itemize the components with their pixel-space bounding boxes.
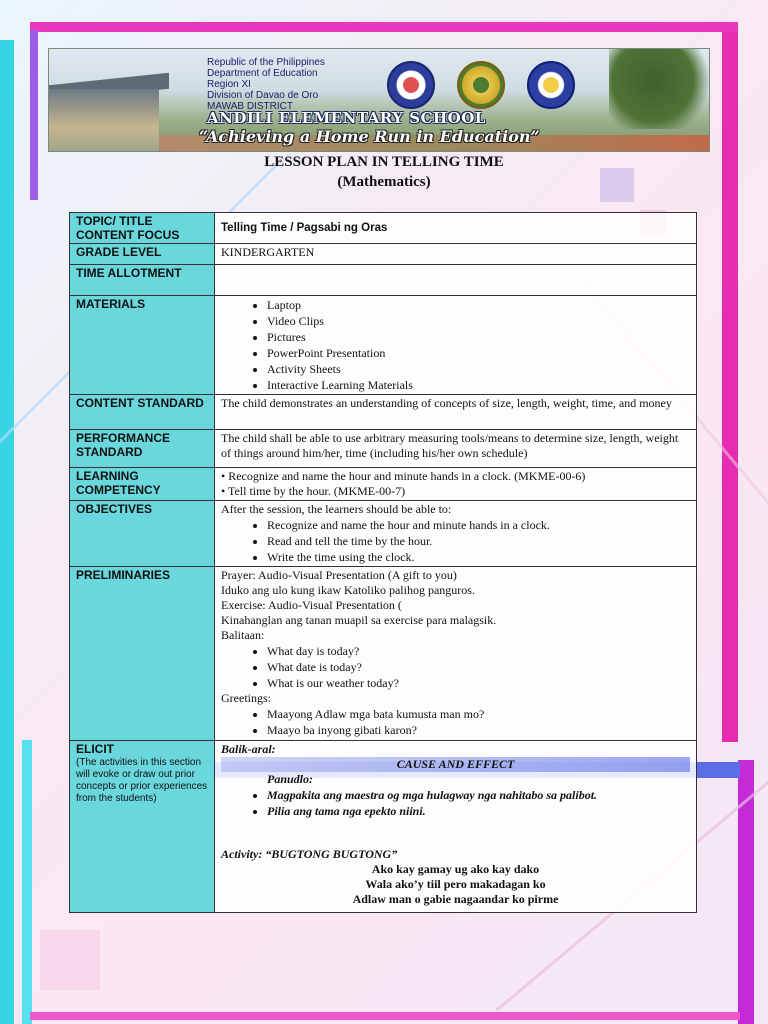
decorative-stripe — [722, 22, 738, 742]
row-label: TOPIC/ TITLE CONTENT FOCUS — [70, 213, 215, 244]
row-label: TIME ALLOTMENT — [70, 265, 215, 296]
school-motto: “Achieving a Home Run in Education” — [199, 127, 540, 146]
list-item: • Laptop — [267, 297, 690, 313]
prayer-line: Prayer: Audio-Visual Presentation (A gift to you) — [221, 568, 457, 582]
table-row — [70, 501, 697, 567]
row-value — [215, 741, 697, 913]
document-title: LESSON PLAN IN TELLING TIME — [264, 154, 504, 170]
agency-line: Republic of the Philippines — [207, 57, 325, 68]
list-item: • Magpakita ang maestra og mga hulagway nga nahitabo sa palibot. — [267, 787, 690, 803]
list-item: • What date is today? — [267, 659, 690, 675]
row-value: KINDERGARTEN — [215, 244, 697, 265]
balitaan-list — [221, 643, 690, 691]
agency-line: Division of Davao de Oro — [207, 90, 319, 101]
province-seal-icon — [457, 61, 505, 109]
school-seal-icon — [527, 61, 575, 109]
row-label: MATERIALS — [70, 296, 215, 395]
row-value: The child shall be able to use arbitrary measuring tools/means to determine size, length, weight of things around him/her, time (including his/her own schedule) — [215, 430, 697, 468]
table-row — [70, 296, 697, 395]
list-item: • Interactive Learning Materials — [267, 377, 690, 393]
table-row — [70, 265, 697, 296]
table-row — [70, 567, 697, 741]
riddle-line: Adlaw man o gabie nagaandar ko pirme — [352, 892, 559, 906]
school-header-banner — [48, 48, 710, 152]
agency-line: MAWAB DISTRICT — [207, 101, 293, 112]
panudlo-list — [221, 787, 690, 819]
agency-lines — [207, 57, 325, 112]
decorative-stripe — [30, 22, 738, 32]
balik-aral-heading: Balik-aral: — [221, 742, 276, 756]
agency-line: Department of Education — [207, 68, 318, 79]
row-value — [215, 265, 697, 296]
list-item: • Pictures — [267, 329, 690, 345]
objectives-intro: After the session, the learners should be able to: — [221, 502, 452, 516]
exercise-line: Exercise: Audio-Visual Presentation ( — [221, 598, 402, 612]
list-item: • Recognize and name the hour and minute hands in a clock. — [267, 517, 690, 533]
table-row — [70, 741, 697, 913]
panudlo-heading: Panudlo: — [267, 772, 314, 786]
row-label: LEARNING COMPETENCY — [70, 468, 215, 501]
exercise-note: Kinahanglan ang tanan muapil sa exercise para malagsik. — [221, 613, 497, 627]
list-item: • Pilia ang tama nga epekto niini. — [267, 803, 690, 819]
table-row — [70, 244, 697, 265]
school-name: ANDILI ELEMENTARY SCHOOL — [207, 109, 486, 127]
list-item: • Write the time using the clock. — [267, 549, 690, 565]
riddle-line: Ako kay gamay ug ako kay dako — [371, 862, 540, 876]
lesson-plan-table — [69, 212, 697, 913]
riddle-line: Wala ako’y tiil pero makadagan ko — [365, 877, 546, 891]
row-value: The child demonstrates an understanding of concepts of size, length, weight, time, and money — [215, 395, 697, 430]
table-row — [70, 468, 697, 501]
objectives-list — [221, 517, 690, 565]
decorative-stripe — [22, 740, 32, 1024]
row-label: GRADE LEVEL — [70, 244, 215, 265]
trees-photo — [609, 49, 710, 129]
list-item: • Read and tell the time by the hour. — [267, 533, 690, 549]
document-subtitle: (Mathematics) — [337, 174, 431, 190]
row-label: PRELIMINARIES — [70, 567, 215, 741]
row-value: Telling Time / Pagsabi ng Oras — [215, 213, 697, 244]
list-item: • Maayong Adlaw mga bata kumusta man mo? — [267, 706, 690, 722]
table-row — [70, 395, 697, 430]
decorative-square — [40, 930, 100, 990]
greetings-heading: Greetings: — [221, 691, 271, 705]
list-item: • What is our weather today? — [267, 675, 690, 691]
list-item: • PowerPoint Presentation — [267, 345, 690, 361]
row-value — [215, 296, 697, 395]
list-item: • What day is today? — [267, 643, 690, 659]
prayer-note: Iduko ang ulo kung ikaw Katoliko palihog panguros. — [221, 583, 475, 597]
row-value — [215, 501, 697, 567]
list-item: • Activity Sheets — [267, 361, 690, 377]
activity-heading: Activity: “BUGTONG BUGTONG” — [221, 847, 398, 861]
cause-effect-heading: CAUSE AND EFFECT — [221, 757, 690, 772]
decorative-stripe — [30, 1012, 740, 1020]
balitaan-heading: Balitaan: — [221, 628, 265, 642]
row-value — [215, 567, 697, 741]
list-item: • Maayo ba inyong gibati karon? — [267, 722, 690, 738]
deped-seal-icon — [387, 61, 435, 109]
elicit-label: ELICIT — [76, 742, 114, 756]
competency-line: • Tell time by the hour. (MKME-00-7) — [221, 484, 406, 498]
row-label: CONTENT STANDARD — [70, 395, 215, 430]
table-row — [70, 213, 697, 244]
elicit-description: (The activities in this section will evoke or draw out prior concepts or prior experiences from the students) — [76, 757, 208, 804]
row-value — [215, 468, 697, 501]
greetings-list — [221, 706, 690, 738]
materials-list — [221, 297, 690, 393]
school-building-photo — [49, 89, 159, 152]
row-label: PERFORMANCE STANDARD — [70, 430, 215, 468]
list-item: • Video Clips — [267, 313, 690, 329]
competency-line: • Recognize and name the hour and minute hands in a clock. (MKME-00-6) — [221, 469, 586, 483]
row-label — [70, 741, 215, 913]
row-label: OBJECTIVES — [70, 501, 215, 567]
table-row — [70, 430, 697, 468]
agency-line: Region XI — [207, 79, 251, 90]
